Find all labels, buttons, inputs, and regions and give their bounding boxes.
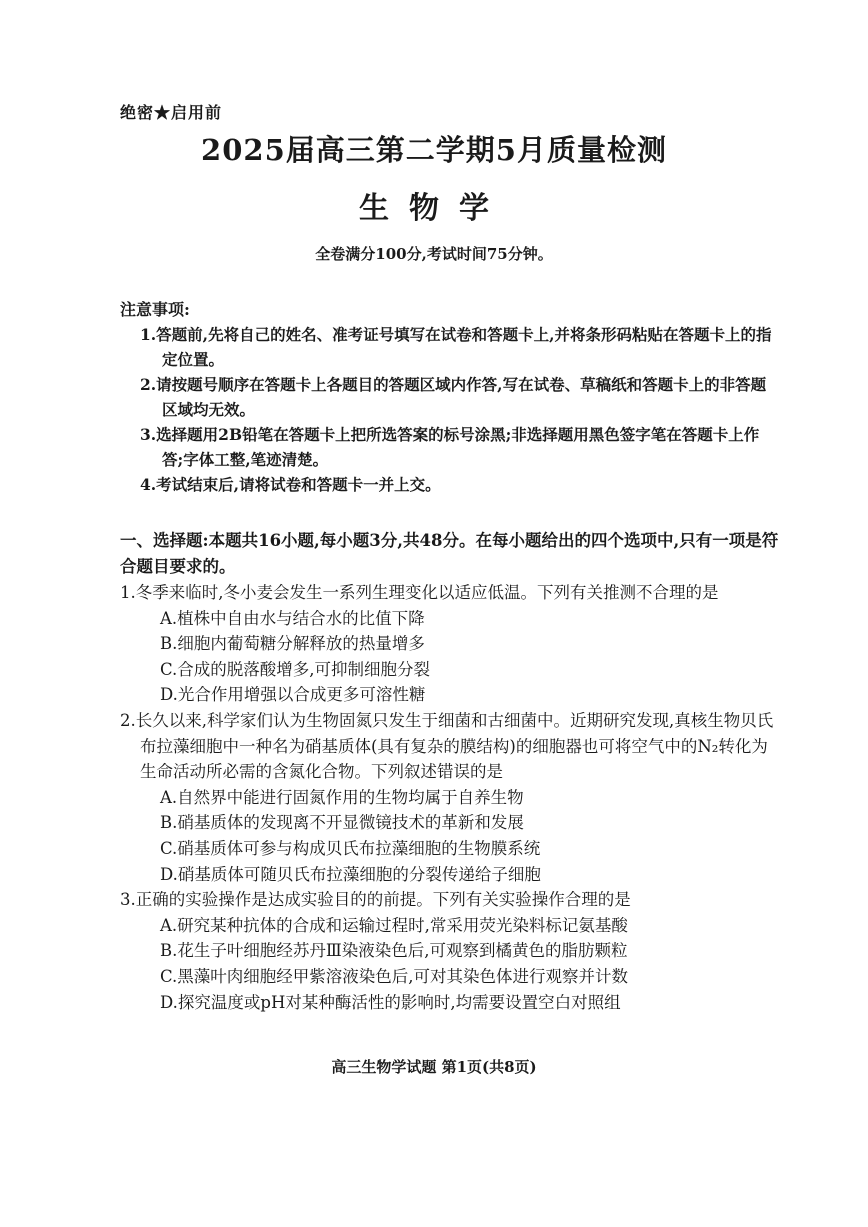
option-a: A.自然界中能进行固氮作用的生物均属于自养生物 [160,787,524,807]
page-footer: 高三生物学试题 第1页(共8页) [331,1058,537,1076]
question-stem: 3.正确的实验操作是达成实验目的的前提。下列有关实验操作合理的是 [120,890,631,910]
question-2 [120,708,780,887]
subject-title: 生物学 [359,191,509,226]
confidential-label: 绝密★启用前 [120,103,223,122]
option-b: B.细胞内葡萄糖分解释放的热量增多 [160,634,425,654]
option-d: D.光合作用增强以合成更多可溶性糖 [160,685,426,705]
note-item: 1.答题前,先将自己的姓名、准考证号填写在试卷和答题卡上,并将条形码粘贴在答题卡上的指定位置。 [140,325,772,369]
question-list [120,580,780,1015]
option-c: C.黑藻叶肉细胞经甲紫溶液染色后,可对其染色体进行观察并计数 [160,966,629,986]
note-item: 2.请按题号顺序在答题卡上各题目的答题区域内作答,写在试卷、草稿纸和答题卡上的非答题区域均无效。 [140,375,767,419]
question-stem: 1.冬季来临时,冬小麦会发生一系列生理变化以适应低温。下列有关推测不合理的是 [120,583,719,602]
option-b: B.花生子叶细胞经苏丹Ⅲ染液染色后,可观察到橘黄色的脂肪颗粒 [160,941,628,961]
option-a: A.研究某种抗体的合成和运输过程时,常采用荧光染料标记氨基酸 [160,915,628,935]
question-1 [120,580,780,708]
option-a: A.植株中自由水与结合水的比值下降 [160,608,425,628]
question-stem: 2.长久以来,科学家们认为生物固氮只发生于细菌和古细菌中。近期研究发现,真核生物贝氏布拉藻细胞中一种名为硝基质体(具有复杂的膜结构)的细胞器也可将空气中的N₂转化为生命活动所必需的含氮化合物。下列叙述错误的是 [120,710,774,782]
option-b: B.硝基质体的发现离不开显微镜技术的革新和发展 [160,813,524,833]
note-item: 3.选择题用2B铅笔在答题卡上把所选答案的标号涂黑;非选择题用黑色签字笔在答题卡上作答;字体工整,笔迹清楚。 [140,425,760,469]
notes-heading: 注意事项: [120,300,190,319]
exam-title: 2025届高三第二学期5月质量检测 [201,133,667,167]
note-item: 4.考试结束后,请将试卷和答题卡一并上交。 [140,475,441,494]
option-c: C.硝基质体可参与构成贝氏布拉藻细胞的生物膜系统 [160,838,541,858]
option-c: C.合成的脱落酸增多,可抑制细胞分裂 [160,659,431,679]
option-d: D.探究温度或pH对某种酶活性的影响时,均需要设置空白对照组 [160,992,621,1012]
notes-list [140,322,780,497]
section-heading: 一、选择题:本题共16小题,每小题3分,共48分。在每小题给出的四个选项中,只有一项是符合题目要求的。 [120,531,779,576]
option-d: D.硝基质体可随贝氏布拉藻细胞的分裂传递给子细胞 [160,864,541,884]
exam-info: 全卷满分100分,考试时间75分钟。 [315,245,553,263]
question-3 [120,887,780,1015]
